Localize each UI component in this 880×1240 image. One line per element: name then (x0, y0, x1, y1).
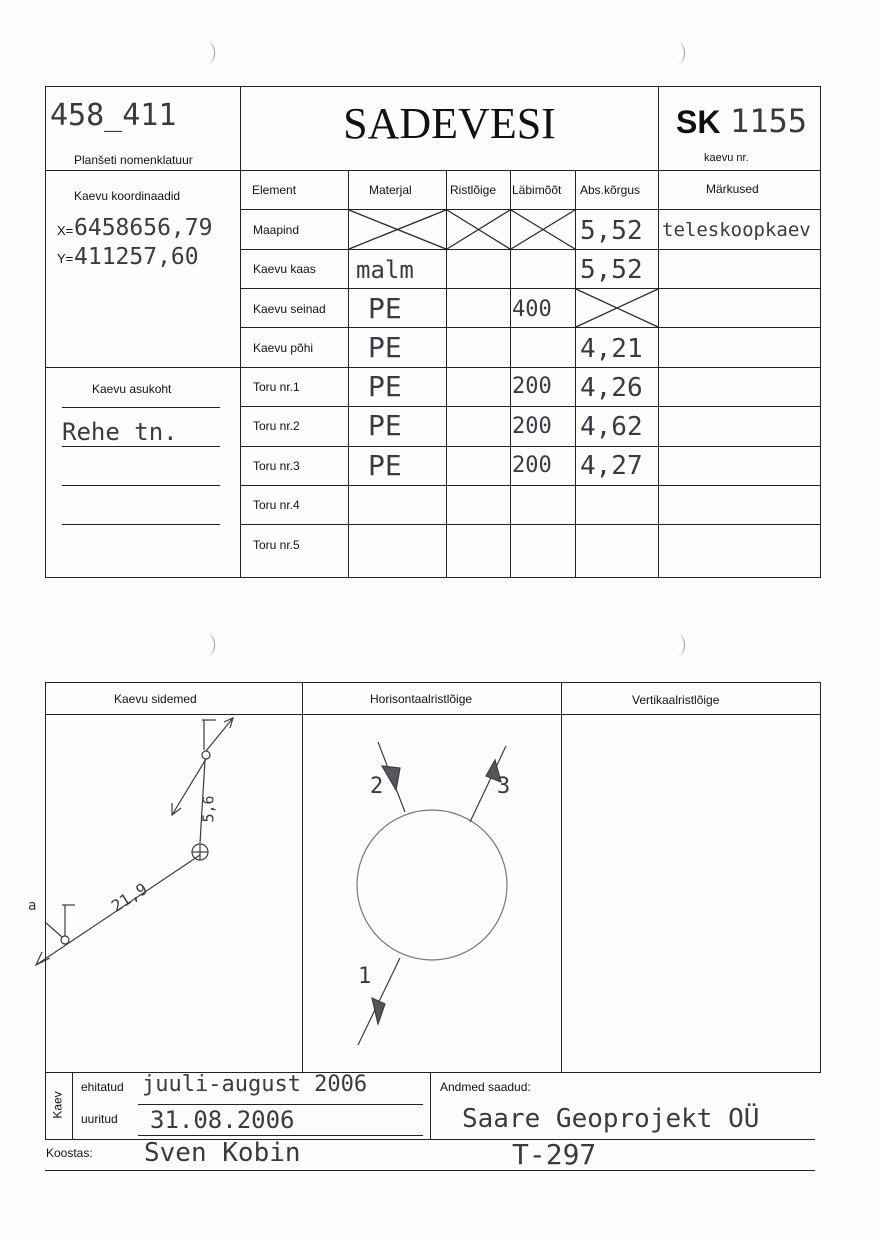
pipe-number: 2 (370, 774, 384, 799)
tie-distance: 21,9 (107, 879, 151, 916)
header-element: Element (252, 183, 297, 197)
elevation-value: 4,21 (580, 334, 643, 364)
row-element-label: Kaevu kaas (253, 262, 316, 276)
nomenclature-label: Planšeti nomenklatuur (74, 153, 193, 167)
x-coordinate: 6458656,79 (74, 215, 213, 241)
diameter-value: 400 (512, 297, 552, 322)
row-element-label: Toru nr.1 (253, 380, 300, 394)
well-prefix: SK (676, 104, 721, 140)
y-coordinate: 411257,60 (74, 244, 199, 270)
diameter-value: 200 (512, 453, 552, 478)
tie-distance: 5,6 (199, 795, 218, 823)
nomenclature-value: 458_411 (50, 98, 177, 133)
header-elevation: Abs.kõrgus (580, 183, 641, 197)
elevation-value: 5,52 (580, 216, 643, 246)
elevation-value: 4,27 (580, 451, 643, 481)
well-label: Kaev (50, 1091, 65, 1119)
diameter-value: 200 (512, 414, 552, 439)
well-number: 1155 (730, 102, 808, 140)
surveyed-value: 31.08.2006 (150, 1106, 295, 1134)
diameter-value: 200 (512, 374, 552, 399)
material-value: malm (356, 256, 414, 284)
well-number-label: kaevu nr. (704, 152, 749, 164)
coordinates-label: Kaevu koordinaadid (74, 189, 181, 203)
location-value: Rehe tn. (62, 418, 178, 446)
built-label: ehitatud (81, 1080, 124, 1094)
pipe-number: 1 (358, 964, 372, 989)
row-element-label: Toru nr.4 (253, 498, 300, 512)
elevation-value: 4,26 (580, 373, 643, 403)
row-element-label: Toru nr.2 (253, 419, 300, 433)
location-label: Kaevu asukoht (92, 382, 172, 396)
horizontal-section-label: Horisontaalristlõige (370, 692, 473, 706)
tie-reference-letter: a (28, 898, 37, 914)
material-value: PE (368, 370, 402, 403)
row-element-label: Toru nr.5 (253, 538, 300, 552)
vertical-section-label: Vertikaalristlõige (632, 693, 720, 707)
data-source-label: Andmed saadud: (440, 1080, 531, 1094)
material-value: PE (368, 449, 402, 482)
row-element-label: Toru nr.3 (253, 459, 300, 473)
project-code: T-297 (512, 1138, 597, 1171)
header-diameter: Läbimõõt (512, 183, 562, 197)
material-value: PE (368, 292, 402, 325)
y-prefix: Y= (57, 251, 74, 266)
header-cross-section: Ristlõige (450, 183, 497, 197)
pipe-number: 3 (497, 774, 511, 799)
x-prefix: X= (57, 223, 74, 238)
author-value: Sven Kobin (144, 1138, 301, 1168)
surveyed-label: uuritud (81, 1112, 118, 1126)
ties-label: Kaevu sidemed (114, 692, 197, 706)
data-source-value: Saare Geoprojekt OÜ (462, 1104, 760, 1134)
header-notes: Märkused (706, 182, 759, 196)
row-element-label: Maapind (253, 223, 300, 237)
row-element-label: Kaevu seinad (253, 302, 326, 316)
row-element-label: Kaevu põhi (253, 341, 314, 355)
elevation-value: 5,52 (580, 255, 643, 285)
header-material: Materjal (369, 183, 412, 197)
built-value: juuli-august 2006 (142, 1072, 368, 1097)
notes-value: teleskoopkaev (662, 219, 811, 241)
page-title: SADEVESI (343, 99, 556, 148)
elevation-value: 4,62 (580, 412, 643, 442)
author-label: Koostas: (46, 1146, 93, 1160)
material-value: PE (368, 331, 402, 364)
material-value: PE (368, 409, 402, 442)
